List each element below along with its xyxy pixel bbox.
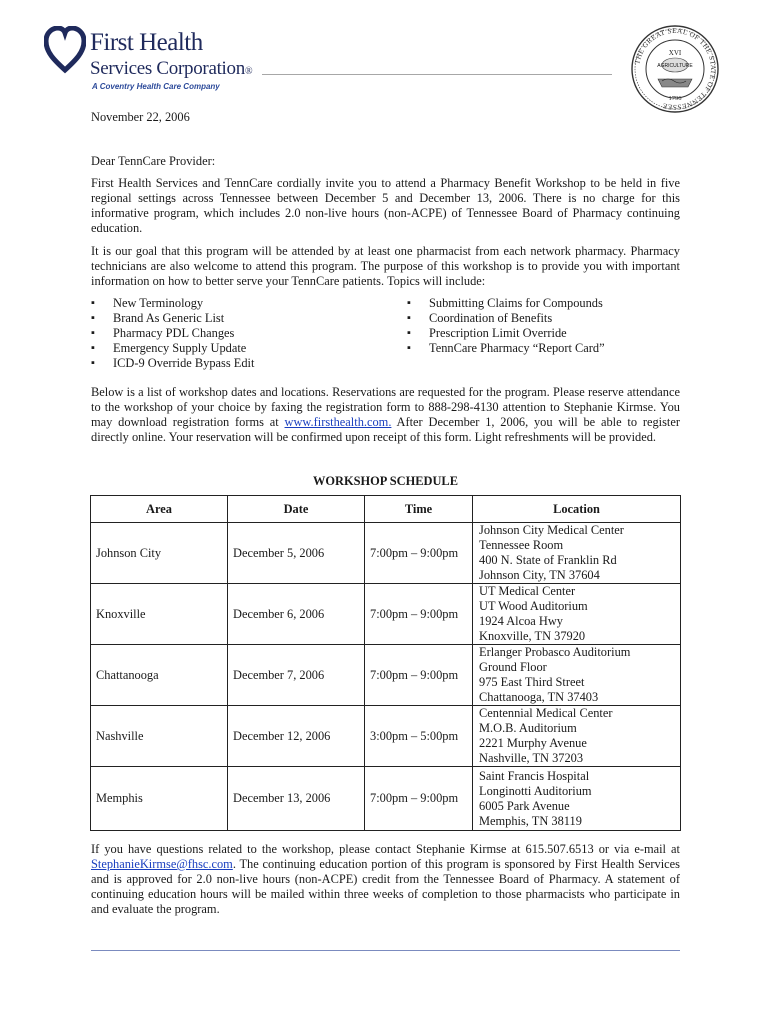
topic-item: ▪ Submitting Claims for Compounds (407, 296, 605, 311)
cell-date: December 5, 2006 (228, 523, 365, 584)
location-line: 2221 Murphy Avenue (479, 736, 587, 750)
location-line: Johnson City Medical Center (479, 523, 624, 537)
column-header-area: Area (91, 496, 228, 523)
cell-area: Memphis (91, 767, 228, 831)
topic-item: ▪ Prescription Limit Override (407, 326, 605, 341)
cell-date: December 7, 2006 (228, 645, 365, 706)
location-line: Nashville, TN 37203 (479, 751, 584, 765)
cell-time: 7:00pm – 9:00pm (365, 584, 473, 645)
contact-email-link[interactable]: StephanieKirmse@fhsc.com (91, 857, 233, 871)
location-line: Knoxville, TN 37920 (479, 629, 586, 643)
topic-item: ▪ TennCare Pharmacy “Report Card” (407, 341, 605, 356)
location-line: M.O.B. Auditorium (479, 721, 577, 735)
cell-area: Johnson City (91, 523, 228, 584)
location-line: Johnson City, TN 37604 (479, 568, 600, 582)
brand-name-line2: Services Corporation® (90, 58, 253, 79)
location-line: Saint Francis Hospital (479, 768, 590, 783)
column-header-date: Date (228, 496, 365, 523)
cell-location (473, 645, 681, 706)
footer-divider (91, 950, 680, 951)
contact-paragraph: If you have questions related to the workshop, please contact Stephanie Kirmse at 615.507.6513 or via e-mail at StephanieKirmse@fhsc.com. The continuing education portion of this program is sponsored by First Health Services and is approved for 2.0 non-live hours (non-ACPE) credit from the Tennessee Board of Pharmacy. A statement of continuing education hours will be mailed within three weeks of completion to those pharmacists who participate in and evaluate the program. (91, 842, 680, 916)
svg-text:1796: 1796 (668, 95, 682, 102)
cell-time: 7:00pm – 9:00pm (365, 645, 473, 706)
topics-right-column (407, 296, 605, 356)
location-line: 400 N. State of Franklin Rd (479, 553, 617, 567)
cell-date: December 12, 2006 (228, 706, 365, 767)
table-row (91, 584, 681, 645)
cell-time: 7:00pm – 9:00pm (365, 523, 473, 584)
topics-left-column (91, 296, 254, 371)
table-row (91, 523, 681, 584)
location-line: Centennial Medical Center (479, 706, 613, 720)
cell-area: Nashville (91, 706, 228, 767)
location-line: 1924 Alcoa Hwy (479, 614, 563, 628)
salutation: Dear TennCare Provider: (91, 154, 216, 168)
svg-text:AGRICULTURE: AGRICULTURE (657, 63, 693, 69)
topic-item: ▪ Coordination of Benefits (407, 311, 605, 326)
cell-area: Knoxville (91, 584, 228, 645)
letter-date: November 22, 2006 (91, 110, 190, 124)
topic-item: ▪ ICD-9 Override Bypass Edit (91, 356, 254, 371)
column-header-location: Location (473, 496, 681, 523)
goal-paragraph: It is our goal that this program will be attended by at least one pharmacist from each network pharmacy. Pharmacy technicians are also welcome to attend this program. The purpose of this workshop is to provide you with important information on how to better serve your TennCare patients. Topics will include: (91, 244, 680, 288)
cell-area: Chattanooga (91, 645, 228, 706)
brand-tagline: A Coventry Health Care Company (92, 82, 220, 91)
cell-time: 3:00pm – 5:00pm (365, 706, 473, 767)
schedule-title: WORKSHOP SCHEDULE (313, 474, 458, 488)
cell-date: December 13, 2006 (228, 767, 365, 831)
table-row (91, 706, 681, 767)
intro-paragraph: First Health Services and TennCare cordially invite you to attend a Pharmacy Benefit Workshop to be held in five regional settings across Tennessee between December 5 and December 13, 2006. There is no charge for this informative program, which includes 2.0 non-live hours (non-ACPE) of Tennessee Board of Pharmacy continuing education. (91, 176, 680, 235)
cell-location (473, 767, 681, 831)
cell-location (473, 706, 681, 767)
location-line: Tennessee Room (479, 538, 564, 552)
location-line: Chattanooga, TN 37403 (479, 690, 599, 704)
table-row (91, 767, 681, 831)
topic-item: ▪ Emergency Supply Update (91, 341, 254, 356)
cell-location (473, 584, 681, 645)
location-line: Longinotti Auditorium (479, 783, 592, 798)
cell-location (473, 523, 681, 584)
state-seal-icon (630, 24, 720, 114)
cell-date: December 6, 2006 (228, 584, 365, 645)
tennessee-state-seal (630, 24, 720, 114)
location-line: 6005 Park Avenue (479, 798, 570, 813)
cell-time: 7:00pm – 9:00pm (365, 767, 473, 831)
svg-text:XVI: XVI (668, 49, 682, 57)
heart-logo-icon (44, 26, 86, 74)
table-row (91, 645, 681, 706)
topic-item: ▪ Pharmacy PDL Changes (91, 326, 254, 341)
topic-item: ▪ New Terminology (91, 296, 254, 311)
firsthealth-website-link[interactable]: www.firsthealth.com. (284, 415, 392, 429)
location-line: UT Wood Auditorium (479, 599, 588, 613)
column-header-time: Time (365, 496, 473, 523)
location-line: Erlanger Probasco Auditorium (479, 645, 631, 659)
header-divider (262, 74, 612, 75)
registered-mark: ® (244, 66, 253, 77)
workshop-schedule-table (90, 495, 681, 831)
company-logo (44, 26, 274, 96)
table-header-row (91, 496, 681, 523)
location-line: UT Medical Center (479, 584, 576, 598)
brand-name-line1: First Health (90, 29, 203, 56)
registration-paragraph: Below is a list of workshop dates and locations. Reservations are requested for the program. Please reserve attendance to the workshop of your choice by faxing the registration form to 888-298-4130 attention to Stephanie Kirmse. You may download registration forms at www.firsthealth.com. After December 1, 2006, you will be able to register directly online. Your reservation will be confirmed upon receipt of this form. Light refreshments will be provided. (91, 385, 681, 444)
topic-item: ▪ Brand As Generic List (91, 311, 254, 326)
location-line: Memphis, TN 38119 (479, 813, 582, 828)
location-line: Ground Floor (479, 660, 547, 674)
svg-text:THE GREAT SEAL OF THE STATE OF: THE GREAT SEAL OF THE STATE OF TENNESSEE (633, 26, 718, 112)
location-line: 975 East Third Street (479, 675, 585, 689)
